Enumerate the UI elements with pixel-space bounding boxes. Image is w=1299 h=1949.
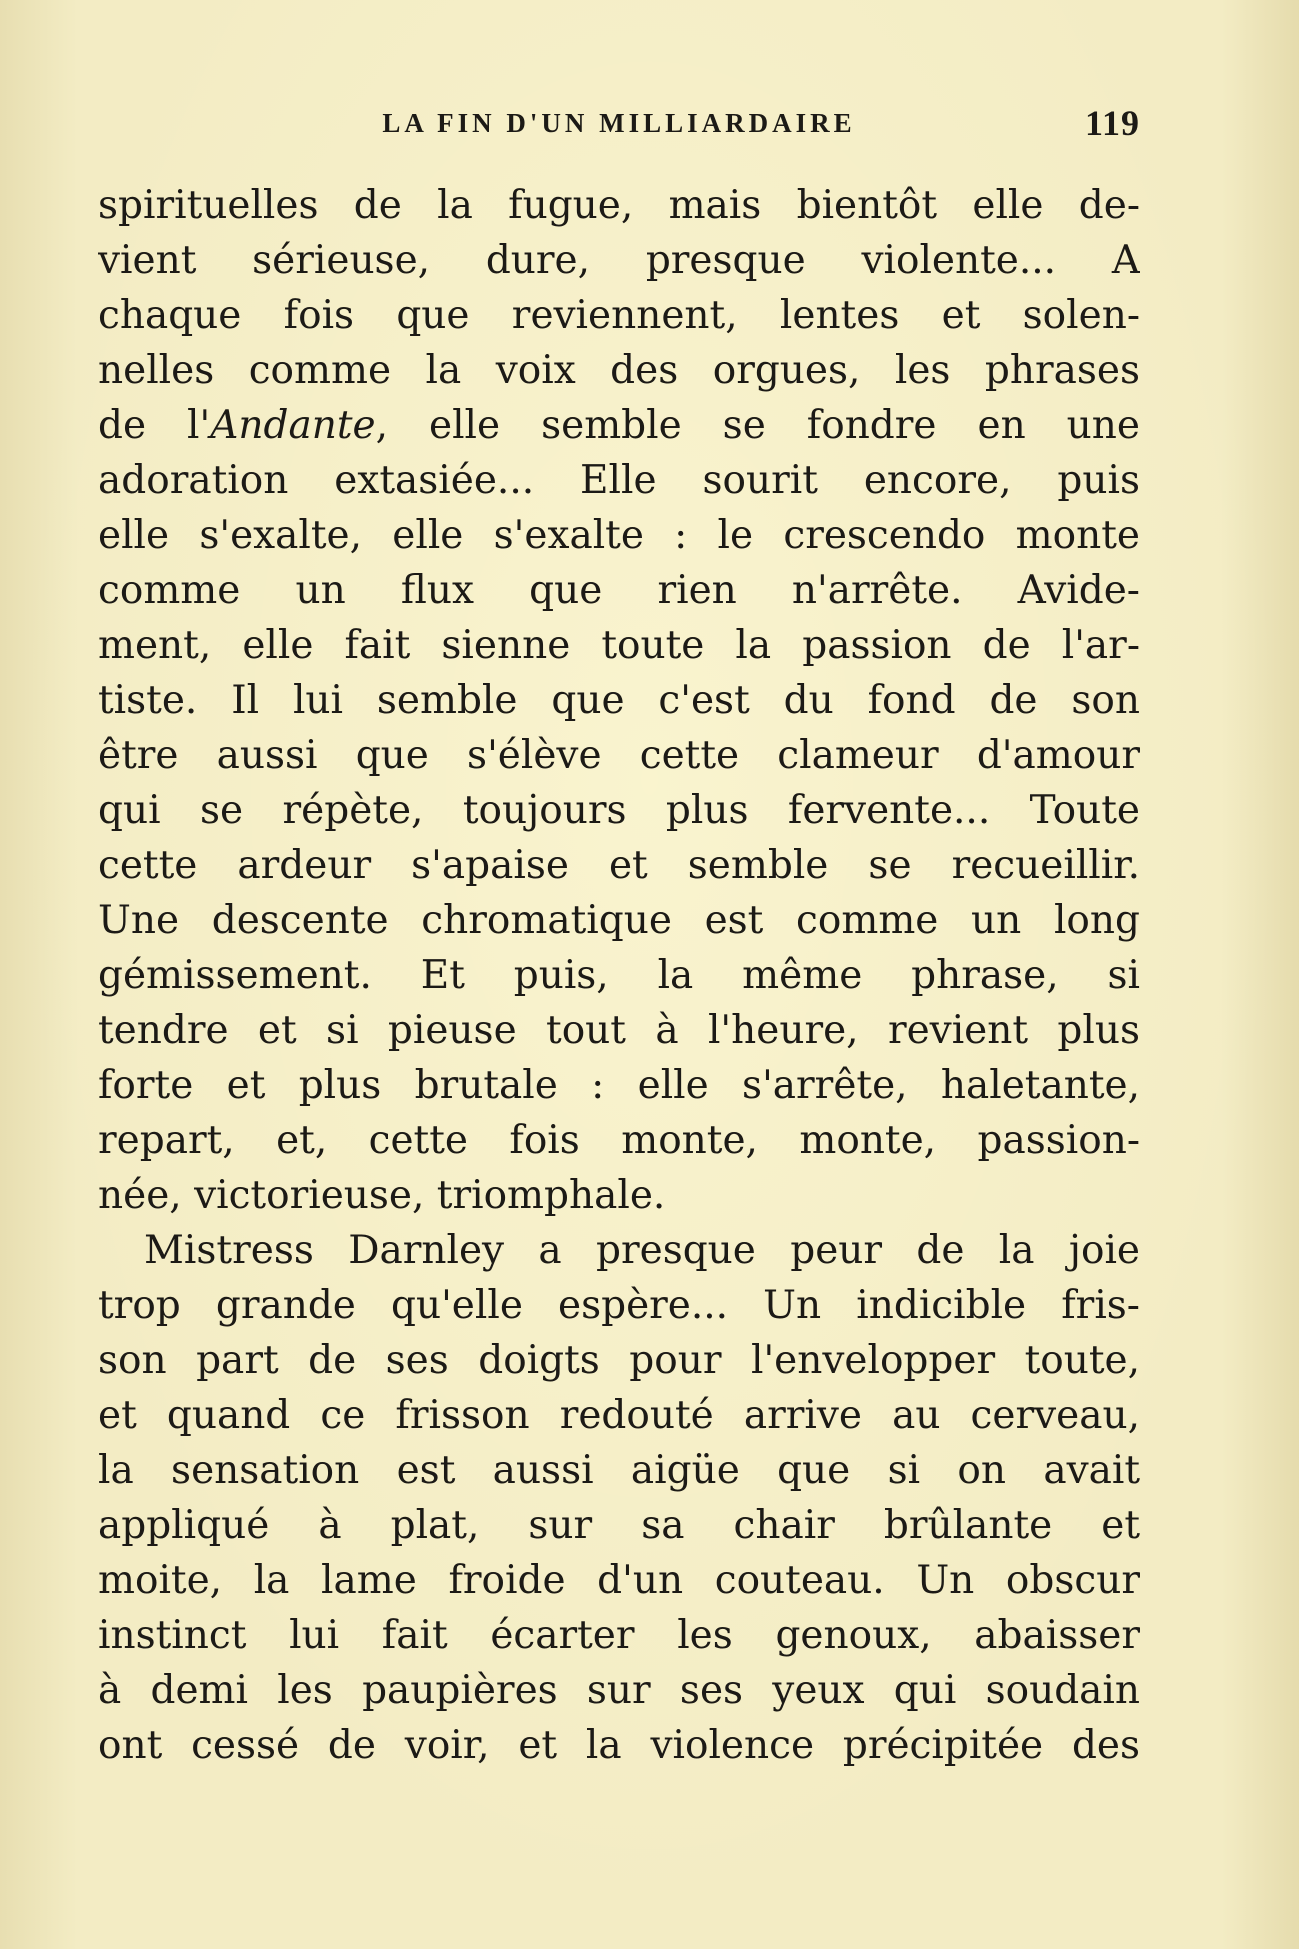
text-line: vient sérieuse, dure, presque violente... A — [98, 238, 1140, 283]
text-line: la sensation est aussi aigüe que si on avait — [98, 1448, 1140, 1493]
text-line: chaque fois que reviennent, lentes et solen- — [98, 293, 1140, 338]
text-line: elle s'exalte, elle s'exalte : le crescendo monte — [98, 513, 1140, 558]
text-segment: , elle semble se fondre en une — [375, 403, 1140, 448]
running-title: LA FIN D'UN MILLIARDAIRE — [382, 108, 856, 138]
text-line: à demi les paupières sur ses yeux qui soudain — [98, 1668, 1140, 1713]
text-line: et quand ce frisson redouté arrive au cerveau, — [98, 1393, 1140, 1438]
text-line: instinct lui fait écarter les genoux, abaisser — [98, 1613, 1140, 1658]
page-number: 119 — [1084, 103, 1140, 143]
text-line: spirituelles de la fugue, mais bientôt elle de- — [98, 183, 1140, 228]
text-line: gémissement. Et puis, la même phrase, si — [98, 953, 1140, 998]
text-line: comme un flux que rien n'arrête. Avide- — [98, 568, 1140, 613]
text-line: son part de ses doigts pour l'envelopper toute, — [98, 1338, 1140, 1383]
body-text — [98, 178, 1140, 1773]
text-line: moite, la lame froide d'un couteau. Un obscur — [98, 1558, 1140, 1603]
paragraph-start-line: Mistress Darnley a presque peur de la joie — [144, 1228, 1140, 1273]
text-line: appliqué à plat, sur sa chair brûlante et — [98, 1503, 1140, 1548]
text-line: ment, elle fait sienne toute la passion de l'ar- — [98, 623, 1140, 668]
text-line: tendre et si pieuse tout à l'heure, revient plus — [98, 1008, 1140, 1053]
text-line: nelles comme la voix des orgues, les phrases — [98, 348, 1140, 393]
text-line — [98, 398, 1140, 453]
text-segment: de l' — [98, 403, 211, 448]
text-line: tiste. Il lui semble que c'est du fond de son — [98, 678, 1140, 723]
text-line: repart, et, cette fois monte, monte, passion- — [98, 1118, 1140, 1163]
text-line: adoration extasiée... Elle sourit encore, puis — [98, 458, 1140, 503]
text-line: trop grande qu'elle espère... Un indicible fris- — [98, 1283, 1140, 1328]
text-line: qui se répète, toujours plus fervente... Toute — [98, 788, 1140, 833]
text-line: ont cessé de voir, et la violence précipitée des — [98, 1723, 1140, 1768]
running-head — [98, 102, 1140, 142]
paragraph-end-line: née, victorieuse, triomphale. — [98, 1173, 666, 1218]
text-line: être aussi que s'élève cette clameur d'amour — [98, 733, 1140, 778]
text-line: forte et plus brutale : elle s'arrête, haletante, — [98, 1063, 1140, 1108]
text-line: cette ardeur s'apaise et semble se recueillir. — [98, 843, 1140, 888]
text-line: Une descente chromatique est comme un long — [98, 898, 1140, 943]
italic-title: Andante — [210, 403, 376, 448]
